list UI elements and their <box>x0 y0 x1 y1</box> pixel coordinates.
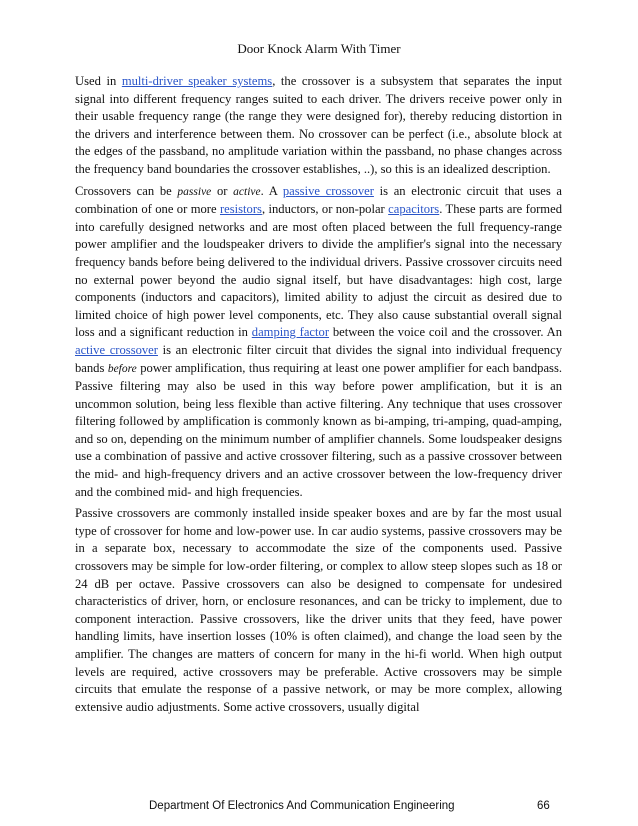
paragraph-text: or <box>211 183 234 198</box>
emphasis-text: active <box>233 185 261 198</box>
paragraph-text: power amplification, thus requiring at least one power amplifier for each bandpass. Passive filtering may also be used in this way before power amplification, but it is an uncommon solution, being less flexible than active filtering. Any technique that uses crossover filtering followed by amplification is commonly known as bi-amping, tri-amping, quad-amping, and so on, depending on the minimum number of amplifier channels. Some loudspeaker designs use a combination of passive and active crossover filtering, such as a passive crossover between the mid- and high-frequency drivers and an active crossover between the low-frequency driver and the combined mid- and high frequencies. <box>75 360 563 499</box>
inline-link[interactable]: resistors <box>219 202 262 217</box>
paragraph-text: , the crossover is a subsystem that separates the input signal into different frequency ranges suited to each driver. The drivers receive power only in their usable frequency range (the range they were designed for), thereby reducing distortion in the drivers and interference between them. No crossover can be perfect (i.e., absolute block at the edges of the passband, no amplitude variation within the passband, no phase changes across the frequency band boundaries the crossover establishes, ..), so this is an idealized description. <box>75 74 562 176</box>
inline-link[interactable]: multi-driver speaker systems <box>121 74 273 88</box>
inline-link[interactable]: damping factor <box>251 325 330 340</box>
paragraph-text: , inductors, or non-polar <box>261 202 389 217</box>
paragraph <box>75 73 562 179</box>
inline-link[interactable]: active crossover <box>75 342 158 357</box>
paragraph-text: is an electronic circuit that uses a combination of one or more <box>75 183 563 217</box>
emphasis-text: before <box>107 362 137 375</box>
inline-link[interactable]: capacitors <box>388 202 440 217</box>
paragraph-text: Used in <box>75 74 122 88</box>
paragraph-text: Crossovers can be <box>75 183 178 198</box>
paragraph <box>75 183 562 502</box>
paragraph-text: Passive crossovers are commonly installed inside speaker boxes and are by far the most usual type of crossover for home and low-power use. In car audio systems, passive crossovers may be in a separate box, necessary to accommodate the size of the components used. Passive crossovers may be simple for low-order filtering, or complex to allow steep slopes such as 18 or 24 dB per octave. Passive crossovers can also be designed to compensate for undesired characteristics of driver, horn, or enclosure resonances, and can be tricky to implement, due to component interaction. Passive crossovers, like the driver units that they feed, have power handling limits, have insertion losses (10% is often claimed), and change the load seen by the amplifier. The changes are matters of concern for many in the hi-fi world. When high output levels are required, active crossovers may be preferable. Active crossovers may be simple circuits that emulate the response of a passive network, or may be more complex, allowing extensive audio adjustments. Some active crossovers, usually digital <box>75 506 562 714</box>
page-number: 66 <box>537 800 550 812</box>
inline-link[interactable]: passive crossover <box>282 183 374 198</box>
header-title: Door Knock Alarm With Timer <box>237 41 401 56</box>
emphasis-text: passive <box>177 185 212 198</box>
paragraph-text: is an electronic filter circuit that divides the signal into individual frequency bands <box>75 342 562 375</box>
paragraph-text: . A <box>260 183 283 198</box>
footer-department: Department Of Electronics And Communication Engineering <box>149 800 455 812</box>
paragraph-text: between the voice coil and the crossover. An <box>329 325 562 340</box>
paragraph-text: . These parts are formed into carefully designed networks and are most often placed between the full frequency-range power amplifier and the loudspeaker drivers to divide the amplifier's signal into the necessary frequency bands before being delivered to the individual drivers. Passive crossover circuits need no external power beyond the audio signal itself, but have disadvantages: high cost, large components (inductors and capacitors), limited ability to adjust the circuit as desired due to limited choice of high power level components, etc. They also cause substantial overall signal loss and a significant reduction in <box>75 202 562 340</box>
page-footer <box>0 798 638 814</box>
body-text <box>75 73 562 720</box>
page-header <box>0 41 638 57</box>
paragraph <box>75 505 562 716</box>
